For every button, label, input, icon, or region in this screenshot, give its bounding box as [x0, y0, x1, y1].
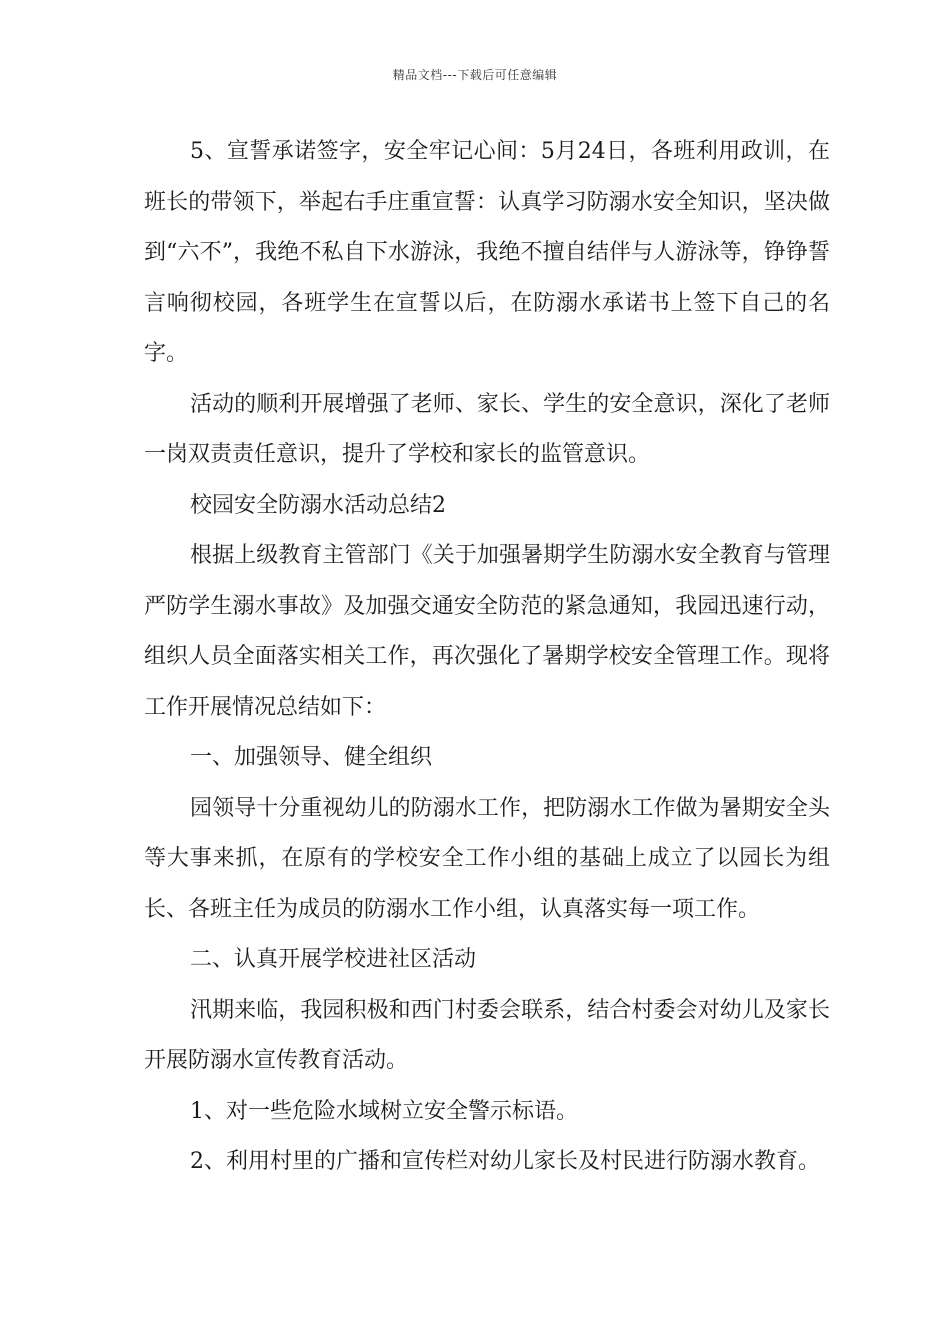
section-title: 校园安全防溺水活动总结2 — [190, 492, 446, 518]
paragraph-activity-result: 活动的顺利开展增强了老师、家长、学生的安全意识，深化了老师一岗双责责任意识，提升了学校和家长的监管意识。 — [144, 391, 830, 467]
document-body — [144, 127, 830, 1188]
paragraph-leadership: 园领导十分重视幼儿的防溺水工作，把防溺水工作做为暑期安全头等大事来抓，在原有的学校安全工作小组的基础上成立了以园长为组长、各班主任为成员的防溺水工作小组，认真落实每一项工作。 — [144, 795, 830, 922]
heading-leadership: 一、加强领导、健全组织 — [190, 745, 433, 770]
list-item-warning-signs: 1、对一些危险水域树立安全警示标语。 — [190, 1098, 578, 1124]
paragraph-intro: 根据上级教育主管部门《关于加强暑期学生防溺水安全教育与管理严防学生溺水事故》及加强交通安全防范的紧急通知，我园迅速行动，组织人员全面落实相关工作，再次强化了暑期学校安全管理工作。现将工作开展情况总结如下： — [144, 543, 830, 720]
page-header: 精品文档---下载后可任意编辑 — [392, 68, 558, 82]
paragraph-community: 汛期来临，我园积极和西门村委会联系，结合村委会对幼儿及家长开展防溺水宣传教育活动。 — [144, 997, 830, 1073]
list-item-broadcast: 2、利用村里的广播和宣传栏对幼儿家长及村民进行防溺水教育。 — [190, 1149, 820, 1174]
heading-community: 二、认真开展学校进社区活动 — [190, 947, 477, 972]
paragraph-pledge: 5、宣誓承诺签字，安全牢记心间：5月24日，各班利用政训，在班长的带领下，举起右手庄重宣誓：认真学习防溺水安全知识，坚决做到“六不”，我绝不私自下水游泳，我绝不擅自结伴与人游泳等，铮铮誓言响彻校园，各班学生在宣誓以后，在防溺水承诺书上签下自己的名字。 — [144, 139, 830, 366]
